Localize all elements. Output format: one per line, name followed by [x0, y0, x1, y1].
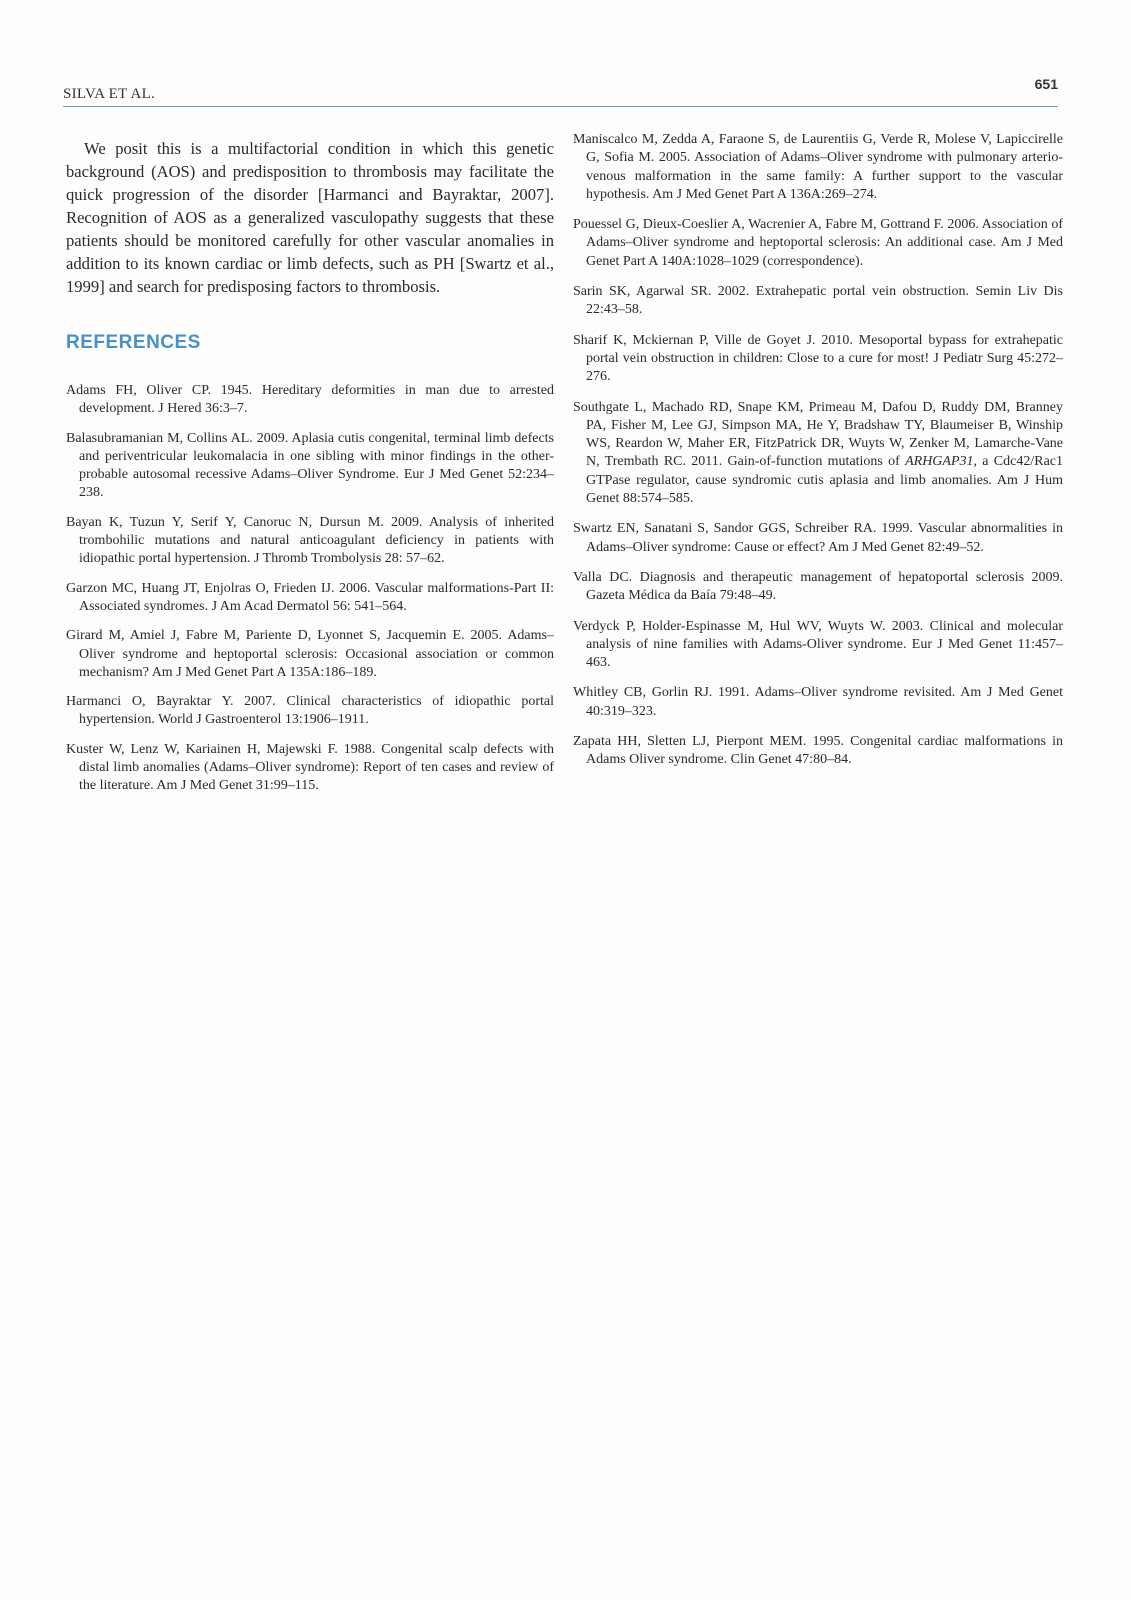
- references-list-left: [66, 382, 554, 796]
- reference-item: Southgate L, Machado RD, Snape KM, Primeau M, Dafou D, Ruddy DM, Branney PA, Fisher M, Lee GJ, Simpson MA, He Y, Bradshaw TY, Blaumeiser B, Winship WS, Reardon W, Maher ER, FitzPatrick DR, Wuyts W, Zenker M, Lamarche-Vane N, Trembath RC. 2011. Gain-of-function mutations of ARHGAP31, a Cdc42/Rac1 GTPase regulator, cause syndromic cutis aplasia and limb anomalies. Am J Hum Genet 88:574–585.: [573, 399, 1063, 507]
- reference-item: Adams FH, Oliver CP. 1945. Hereditary deformities in man due to arrested development. J Hered 36:3–7.: [66, 383, 554, 417]
- references-list-right: [573, 131, 1063, 770]
- reference-item: Harmanci O, Bayraktar Y. 2007. Clinical characteristics of idiopathic portal hypertension. World J Gastroenterol 13:1906–1911.: [66, 694, 554, 728]
- references-heading: REFERENCES: [66, 332, 201, 353]
- reference-item: Sharif K, Mckiernan P, Ville de Goyet J. 2010. Mesoportal bypass for extrahepatic portal vein obstruction in children: Close to a cure for most! J Pediatr Surg 45:272–276.: [573, 332, 1063, 385]
- reference-item: Zapata HH, Sletten LJ, Pierpont MEM. 1995. Congenital cardiac malformations in Adams Oliver syndrome. Clin Genet 47:80–84.: [573, 734, 1063, 768]
- reference-item: Sarin SK, Agarwal SR. 2002. Extrahepatic portal vein obstruction. Semin Liv Dis 22:43–58.: [573, 284, 1063, 318]
- reference-item: Garzon MC, Huang JT, Enjolras O, Frieden IJ. 2006. Vascular malformations-Part II: Associated syndromes. J Am Acad Dermatol 56: 541–564.: [66, 580, 554, 614]
- reference-item: Girard M, Amiel J, Fabre M, Pariente D, Lyonnet S, Jacquemin E. 2005. Adams–Oliver syndrome and heptoportal sclerosis: Occasional association or common mechanism? Am J Med Genet Part A 135A:186–189.: [66, 628, 554, 680]
- reference-item: Kuster W, Lenz W, Kariainen H, Majewski F. 1988. Congenital scalp defects with distal limb anomalies (Adams–Oliver syndrome): Report of ten cases and review of the literature. Am J Med Genet 31:99–115.: [66, 741, 554, 794]
- left-column: [66, 137, 554, 807]
- gene-symbol: ARHGAP31: [905, 454, 974, 470]
- reference-item: Whitley CB, Gorlin RJ. 1991. Adams–Oliver syndrome revisited. Am J Med Genet 40:319–323.: [573, 685, 1063, 719]
- reference-item: Verdyck P, Holder-Espinasse M, Hul WV, Wuyts W. 2003. Clinical and molecular analysis of nine families with Adams-Oliver syndrome. Eur J Med Genet 11:457–463.: [573, 618, 1063, 671]
- reference-item: Balasubramanian M, Collins AL. 2009. Aplasia cutis congenital, terminal limb defects and periventricular leukomalacia in one sibling with minor findings in the other-probable autosomal recessive Adams–Oliver Syndrome. Eur J Med Genet 52:234–238.: [66, 430, 554, 501]
- reference-item: Swartz EN, Sanatani S, Sandor GGS, Schreiber RA. 1999. Vascular abnormalities in Adams–Oliver syndrome: Cause or effect? Am J Med Genet 82:49–52.: [573, 521, 1063, 555]
- reference-item: Bayan K, Tuzun Y, Serif Y, Canoruc N, Dursun M. 2009. Analysis of inherited trombohilic mutations and natural anticoagulant deficiency in patients with idiopathic portal hypertension. J Thromb Trombolysis 28: 57–62.: [66, 514, 554, 567]
- right-column: [573, 131, 1063, 782]
- page-number: 651: [1034, 76, 1058, 92]
- reference-item: Pouessel G, Dieux-Coeslier A, Wacrenier A, Fabre M, Gottrand F. 2006. Association of Adams–Oliver syndrome and heptoportal sclerosis: An additional case. Am J Med Genet Part A 140A:1028–1029 (correspondence).: [573, 217, 1063, 269]
- running-head: SILVA ET AL.: [63, 86, 156, 102]
- reference-item: Valla DC. Diagnosis and therapeutic management of hepatoportal sclerosis 2009. Gazeta Médica da Baía 79:48–49.: [573, 569, 1063, 604]
- body-paragraph: We posit this is a multifactorial condition in which this genetic background (AOS) and predisposition to thrombosis may facilitate the quick progression of the disorder [Harmanci and Bayraktar, 2007]. Recognition of AOS as a generalized vasculopathy suggests that these patients should be monitored carefully for other vascular anomalies in addition to its known cardiac or limb defects, such as PH [Swartz et al., 1999] and search for predisposing factors to thrombosis.: [66, 139, 554, 296]
- reference-item: Maniscalco M, Zedda A, Faraone S, de Laurentiis G, Verde R, Molese V, Lapiccirelle G, Sofia M. 2005. Association of Adams–Oliver syndrome with pulmonary arterio-venous malformation in the same family: A further support to the vascular hypothesis. Am J Med Genet Part A 136A:269–274.: [573, 132, 1063, 202]
- page-header: [63, 78, 1058, 107]
